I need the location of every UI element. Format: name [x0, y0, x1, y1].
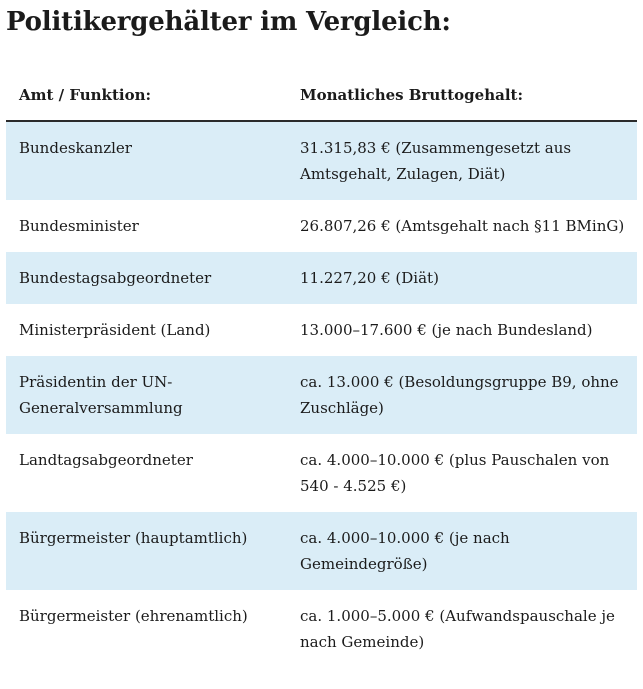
salary-cell: ca. 4.000–10.000 € (je nach Gemeindegröße) — [287, 512, 637, 590]
table-row — [6, 304, 637, 356]
salary-cell: ca. 4.000–10.000 € (plus Pauschalen von 540 - 4.525 €) — [300, 451, 610, 495]
table-row — [6, 121, 637, 200]
office-cell: Ministerpräsident (Land) — [19, 321, 211, 339]
table-row — [6, 590, 637, 668]
table-row — [6, 356, 637, 434]
salary-cell: ca. 1.000–5.000 € (Aufwandspauschale je nach Gemeinde) — [300, 607, 615, 651]
office-cell: Bundestagsabgeordneter — [6, 252, 287, 304]
table-row — [6, 252, 637, 304]
table-row — [6, 200, 637, 252]
table-row — [6, 512, 637, 590]
column-header-salary: Monatliches Bruttogehalt: — [287, 70, 637, 121]
salary-cell: 31.315,83 € (Zusammengesetzt aus Amtsgehalt, Zulagen, Diät) — [287, 121, 637, 200]
office-cell: Bürgermeister (ehrenamtlich) — [19, 607, 248, 625]
office-cell: Bürgermeister (hauptamtlich) — [6, 512, 287, 590]
salary-cell: 11.227,20 € (Diät) — [287, 252, 637, 304]
table-row — [6, 434, 637, 512]
column-header-office: Amt / Funktion: — [6, 70, 287, 121]
salary-comparison-table — [6, 70, 637, 668]
table-header-row — [6, 70, 637, 121]
office-cell: Bundesminister — [19, 217, 139, 235]
office-cell: Bundeskanzler — [6, 121, 287, 200]
office-cell: Landtagsabgeordneter — [19, 451, 193, 469]
office-cell: Präsidentin der UN-Generalversammlung — [6, 356, 287, 434]
page-title: Politikergehälter im Vergleich: — [6, 7, 451, 37]
salary-cell: 13.000–17.600 € (je nach Bundesland) — [300, 321, 593, 339]
salary-cell: 26.807,26 € (Amtsgehalt nach §11 BMinG) — [300, 217, 625, 235]
salary-cell: ca. 13.000 € (Besoldungsgruppe B9, ohne Zuschläge) — [287, 356, 637, 434]
